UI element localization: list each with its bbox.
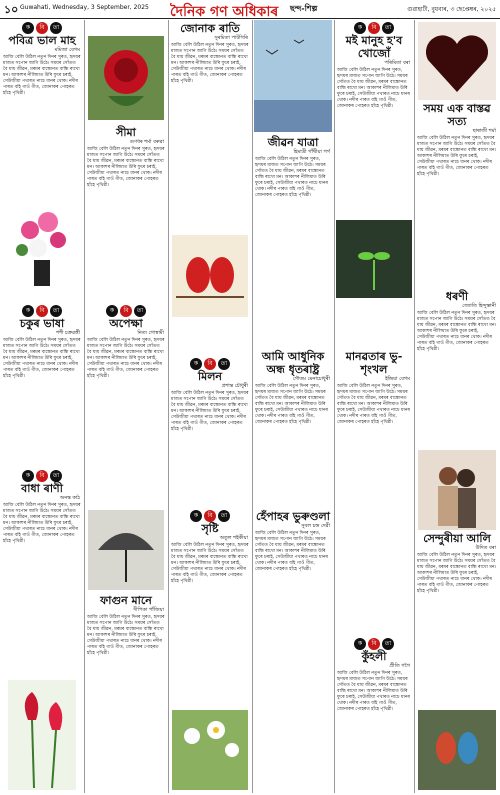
poem-author: গৌতম মেনাচোধুৰী: [292, 376, 330, 382]
poem-body: আজি বেলি উঠিল নতুন দিনৰ সুৰত, হৃদয়ৰ মাজত সপোন জাগি উঠে। সময়ৰ সোঁতত বৈ যায় জীৱন, মৰমৰ বান্ধোনত বান্ধি ৰাখো মন। আকাশৰ নীলিমাত উৰি ফুৰে চৰাই, সেউজীয়া পথাৰত নাচে ধানৰ থোক। নদীৰ পাৰত বহি গাওঁ গীত, জোনাকৰ পোহৰত হাঁহে পৃথিৱী।: [171, 543, 249, 584]
page-number: ১০: [4, 3, 19, 16]
poem-body: আজি বেলি উঠিল নতুন দিনৰ সুৰত, হৃদয়ৰ মাজত সপোন জাগি উঠে। সময়ৰ সোঁতত বৈ যায় জীৱন, মৰমৰ বান্ধোনত বান্ধি ৰাখো মন। আকাশৰ নীলিমাত উৰি ফুৰে চৰাই, সেউজীয়া পথাৰত নাচে ধানৰ থোক। নদীৰ পাৰত বহি গাওঁ গীত, জোনাকৰ পোহৰত হাঁহে পৃথিৱী।: [417, 553, 497, 594]
poem-body: আজি বেলি উঠিল নতুন দিনৰ সুৰত, হৃদয়ৰ মাজত সপোন জাগি উঠে। সময়ৰ সোঁতত বৈ যায় জীৱন, মৰমৰ বান্ধোনত বান্ধি ৰাখো মন। আকাশৰ নীলিমাত উৰি ফুৰে চৰাই, সেউজীয়া পথাৰত নাচে ধানৰ থোক। নদীৰ পাৰত বহি গাওঁ গীত, জোনাকৰ পোহৰত হাঁহে পৃথিৱী।: [337, 671, 410, 712]
poem-title: মানৱতাৰ ভু-শৃংখল: [345, 350, 403, 376]
poem-body: আজি বেলি উঠিল নতুন দিনৰ সুৰত, হৃদয়ৰ মাজত সপোন জাগি উঠে। সময়ৰ সোঁতত বৈ যায় জীৱন, মৰমৰ বান্ধোনত বান্ধি ৰাখো মন। আকাশৰ নীলিমাত উৰি ফুৰে চৰাই, সেউজীয়া পথাৰত নাচে ধানৰ থোক। নদীৰ পাৰত বহি গাওঁ গীত, জোনাকৰ পোহৰত হাঁহে পৃথিৱী।: [255, 157, 328, 198]
kobita-badge: ক বি তা: [84, 305, 168, 317]
kobita-badge: ক বি তা: [168, 358, 252, 370]
poem-body: আজি বেলি উঠিল নতুন দিনৰ সুৰত, হৃদয়ৰ মাজত সপোন জাগি উঠে। সময়ৰ সোঁতত বৈ যায় জীৱন, মৰমৰ বান্ধোনত বান্ধি ৰাখো মন। আকাশৰ নীলিমাত উৰি ফুৰে চৰাই, সেউজীয়া পথাৰত নাচে ধানৰ থোক। নদীৰ পাৰত বহি গাওঁ গীত, জোনাকৰ পোহৰত হাঁহে পৃথিৱী।: [417, 136, 497, 177]
column-3: [168, 20, 253, 793]
poem-author: সুবল চন্দ্ৰ দেৱী: [301, 523, 330, 529]
flower-vase-image: [8, 200, 76, 290]
column-4: [252, 20, 335, 793]
poem-body: আজি বেলি উঠিল নতুন দিনৰ সুৰত, হৃদয়ৰ মাজত সপোন জাগি উঠে। সময়ৰ সোঁতত বৈ যায় জীৱন, মৰমৰ বান্ধোনত বান্ধি ৰাখো মন। আকাশৰ নীলিমাত উৰি ফুৰে চৰাই, সেউজীয়া পথাৰত নাচে ধানৰ থোক। নদীৰ পাৰত বহি গাওঁ গীত, জোনাকৰ পোহৰত হাঁহে পৃথিৱী।: [171, 391, 249, 432]
poem-title: চকুৰ ভাষা: [19, 317, 65, 330]
poem-body: আজি বেলি উঠিল নতুন দিনৰ সুৰত, হৃদয়ৰ মাজত সপোন জাগি উঠে। সময়ৰ সোঁতত বৈ যায় জীৱন, মৰমৰ বান্ধোনত বান্ধি ৰাখো মন। আকাশৰ নীলিমাত উৰি ফুৰে চৰাই, সেউজীয়া পথাৰত নাচে ধানৰ থোক। নদীৰ পাৰত বহি গাওঁ গীত, জোনাকৰ পোহৰত হাঁহে পৃথিৱী।: [3, 503, 81, 544]
date-assamese: গুৱাহাটী, বুধবাৰ, ৩ ছেপ্তেম্বৰ, ২০২৫: [407, 6, 496, 13]
poem-author: মমিজা বেগম: [54, 47, 80, 53]
white-flowers-image: [172, 710, 248, 790]
poem-title: সেন্দুৰীয়া আলি: [423, 532, 491, 545]
poem-title: জোনাক ৰাতি: [180, 22, 240, 35]
poem-body: আজি বেলি উঠিল নতুন দিনৰ সুৰত, হৃদয়ৰ মাজত সপোন জাগি উঠে। সময়ৰ সোঁতত বৈ যায় জীৱন, মৰমৰ বান্ধোনত বান্ধি ৰাখো মন। আকাশৰ নীলিমাত উৰি ফুৰে চৰাই, সেউজীয়া পথাৰত নাচে ধানৰ থোক। নদীৰ পাৰত বহি গাওঁ গীত, জোনাকৰ পোহৰত হাঁহে পৃথিৱী।: [337, 384, 410, 425]
poem-body: আজি বেলি উঠিল নতুন দিনৰ সুৰত, হৃদয়ৰ মাজত সপোন জাগি উঠে। সময়ৰ সোঁতত বৈ যায় জীৱন, মৰমৰ বান্ধোনত বান্ধি ৰাখো মন। আকাশৰ নীলিমাত উৰি ফুৰে চৰাই, সেউজীয়া পথাৰত নাচে ধানৰ থোক। নদীৰ পাৰত বহি গাওঁ গীত, জোনাকৰ পোহৰত হাঁহে পৃথিৱী।: [87, 147, 165, 188]
column-2: [84, 20, 169, 793]
poem-body: আজি বেলি উঠিল নতুন দিনৰ সুৰত, হৃদয়ৰ মাজত সপোন জাগি উঠে। সময়ৰ সোঁতত বৈ যায় জীৱন, মৰমৰ বান্ধোনত বান্ধি ৰাখো মন। আকাশৰ নীলিমাত উৰি ফুৰে চৰাই, সেউজীয়া পথাৰত নাচে ধানৰ থোক। নদীৰ পাৰত বহি গাওঁ গীত, জোনাকৰ পোহৰত হাঁহে পৃথিৱী।: [3, 338, 81, 379]
birds-sky-image: [254, 20, 332, 132]
umbrella-image: [88, 510, 164, 590]
poem-author: উদিত বৰা: [475, 545, 496, 551]
poem-author: হিমাদ্ৰী গাঁথীয়া গৰ্গ: [293, 149, 330, 155]
masthead: দৈনিক গণ অধিকাৰ: [170, 4, 279, 20]
poem-title: পবিত্ৰ ভাল মাহ: [8, 34, 76, 47]
lovebirds-image: [172, 235, 248, 317]
poem-title: ফাগুন মানে: [100, 594, 152, 607]
poem-title: সৃষ্টি: [201, 522, 219, 535]
kobita-badge: ক বি তা: [168, 510, 252, 522]
kobita-badge: ক বি তা: [0, 22, 84, 34]
red-rose-image: [88, 36, 164, 120]
poem-author: ছাৰাজী শৰ্মা: [472, 128, 496, 134]
poem-author: পৰিমিতা বৰা: [384, 60, 410, 66]
poem-title: ধৰণী: [445, 290, 469, 303]
poem-title: মই মানুহ হ'ব খোজোঁ: [345, 34, 403, 60]
kobita-badge: ক বি তা: [0, 470, 84, 482]
poem-title: সময় এক বাস্তৱ সত্য: [423, 102, 491, 128]
poem-author: অতুল শইকীয়া: [219, 535, 248, 541]
column-1: [0, 20, 85, 793]
poem-body: আজি বেলি উঠিল নতুন দিনৰ সুৰত, হৃদয়ৰ মাজত সপোন জাগি উঠে। সময়ৰ সোঁতত বৈ যায় জীৱন, মৰমৰ বান্ধোনত বান্ধি ৰাখো মন। আকাশৰ নীলিমাত উৰি ফুৰে চৰাই, সেউজীয়া পথাৰত নাচে ধানৰ থোক। নদীৰ পাৰত বহি গাওঁ গীত, জোনাকৰ পোহৰত হাঁহে পৃথিৱী।: [417, 311, 497, 352]
poem-author: সুৰমিতা পাটগিৰি: [214, 35, 248, 41]
column-6: [414, 20, 500, 793]
poem-body: আজি বেলি উঠিল নতুন দিনৰ সুৰত, হৃদয়ৰ মাজত সপোন জাগি উঠে। সময়ৰ সোঁতত বৈ যায় জীৱন, মৰমৰ বান্ধোনত বান্ধি ৰাখো মন। আকাশৰ নীলিমাত উৰি ফুৰে চৰাই, সেউজীয়া পথাৰত নাচে ধানৰ থোক। নদীৰ পাৰত বহি গাওঁ গীত, জোনাকৰ পোহৰত হাঁহে পৃথিৱী।: [87, 615, 165, 656]
page-header: [0, 0, 500, 19]
poem-title: হেঁপাহৰ ভুৰুণ্ডলা: [256, 510, 330, 523]
poem-author: ইন্দ্ৰিয়া বেগম: [385, 376, 410, 382]
sprout-image: [336, 220, 412, 298]
poem-body: আজি বেলি উঠিল নতুন দিনৰ সুৰত, হৃদয়ৰ মাজত সপোন জাগি উঠে। সময়ৰ সোঁতত বৈ যায় জীৱন, মৰমৰ বান্ধোনত বান্ধি ৰাখো মন। আকাশৰ নীলিমাত উৰি ফুৰে চৰাই, সেউজীয়া পথাৰত নাচে ধানৰ থোক। নদীৰ পাৰত বহি গাওঁ গীত, জোনাকৰ পোহৰত হাঁহে পৃথিৱী।: [337, 68, 410, 109]
poem-title: জীৱন যাত্ৰা: [267, 136, 319, 149]
kobita-badge: ক বি তা: [334, 638, 414, 650]
poem-title: কুঁহলী: [361, 650, 387, 663]
column-5: [334, 20, 415, 793]
poem-title: বাধা ৰাণী: [21, 482, 63, 495]
section-title: ছন্দ-শিল্প: [290, 4, 318, 13]
poem-author: গুণধৰ শৰ্মা বৰুৱা: [129, 139, 164, 145]
poem-body: আজি বেলি উঠিল নতুন দিনৰ সুৰত, হৃদয়ৰ মাজত সপোন জাগি উঠে। সময়ৰ সোঁতত বৈ যায় জীৱন, মৰমৰ বান্ধোনত বান্ধি ৰাখো মন। আকাশৰ নীলিমাত উৰি ফুৰে চৰাই, সেউজীয়া পথাৰত নাচে ধানৰ থোক। নদীৰ পাৰত বহি গাওঁ গীত, জোনাকৰ পোহৰত হাঁহে পৃথিৱী।: [3, 55, 81, 96]
poem-body: আজি বেলি উঠিল নতুন দিনৰ সুৰত, হৃদয়ৰ মাজত সপোন জাগি উঠে। সময়ৰ সোঁতত বৈ যায় জীৱন, মৰমৰ বান্ধোনত বান্ধি ৰাখো মন। আকাশৰ নীলিমাত উৰি ফুৰে চৰাই, সেউজীয়া পথাৰত নাচে ধানৰ থোক। নদীৰ পাৰত বহি গাওঁ গীত, জোনাকৰ পোহৰত হাঁহে পৃথিৱী।: [255, 384, 328, 425]
kobita-badge: ক বি তা: [334, 22, 414, 34]
poem-body: আজি বেলি উঠিল নতুন দিনৰ সুৰত, হৃদয়ৰ মাজত সপোন জাগি উঠে। সময়ৰ সোঁতত বৈ যায় জীৱন, মৰমৰ বান্ধোনত বান্ধি ৰাখো মন। আকাশৰ নীলিমাত উৰি ফুৰে চৰাই, সেউজীয়া পথাৰত নাচে ধানৰ থোক। নদীৰ পাৰত বহি গাওঁ গীত, জোনাকৰ পোহৰত হাঁহে পৃথিৱী।: [255, 531, 328, 572]
poem-author: প্ৰীতি গগৈ: [389, 663, 410, 669]
poem-author: নিত্য গোস্বামী: [137, 330, 164, 336]
parrots-image: [418, 710, 496, 790]
poem-body: আজি বেলি উঠিল নতুন দিনৰ সুৰত, হৃদয়ৰ মাজত সপোন জাগি উঠে। সময়ৰ সোঁতত বৈ যায় জীৱন, মৰমৰ বান্ধোনত বান্ধি ৰাখো মন। আকাশৰ নীলিমাত উৰি ফুৰে চৰাই, সেউজীয়া পথাৰত নাচে ধানৰ থোক। নদীৰ পাৰত বহি গাওঁ গীত, জোনাকৰ পোহৰত হাঁহে পৃথিৱী।: [171, 43, 249, 84]
kobita-badge: ক বি তা: [0, 305, 84, 317]
poem-title: অপেক্ষা: [109, 317, 143, 330]
poem-title: আমি আধুনিক অন্ধ ধৃতৰাষ্ট্ৰ: [261, 350, 325, 376]
poem-author: অনন্ত কাঠ: [60, 495, 80, 501]
date-english: Guwahati, Wednesday, 3 September, 2025: [20, 4, 149, 11]
poem-author: শশী চক্ৰৱৰ্ত্তী: [56, 330, 80, 336]
poem-author: প্ৰশান্ত চৌধুৰী: [221, 383, 248, 389]
tulip-image: [8, 680, 76, 790]
couple-image: [418, 450, 496, 530]
poem-body: আজি বেলি উঠিল নতুন দিনৰ সুৰত, হৃদয়ৰ মাজত সপোন জাগি উঠে। সময়ৰ সোঁতত বৈ যায় জীৱন, মৰমৰ বান্ধোনত বান্ধি ৰাখো মন। আকাশৰ নীলিমাত উৰি ফুৰে চৰাই, সেউজীয়া পথাৰত নাচে ধানৰ থোক। নদীৰ পাৰত বহি গাওঁ গীত, জোনাকৰ পোহৰত হাঁহে পৃথিৱী।: [87, 338, 165, 379]
poem-author: জ্যোতি হিন্দুস্তানী: [462, 303, 496, 309]
poem-title: মিলন: [197, 370, 223, 383]
poem-title: সীমা: [116, 126, 136, 139]
heart-couple-image: [418, 22, 496, 100]
poem-author: দীপিকা পাঁজিয়া: [133, 607, 164, 613]
